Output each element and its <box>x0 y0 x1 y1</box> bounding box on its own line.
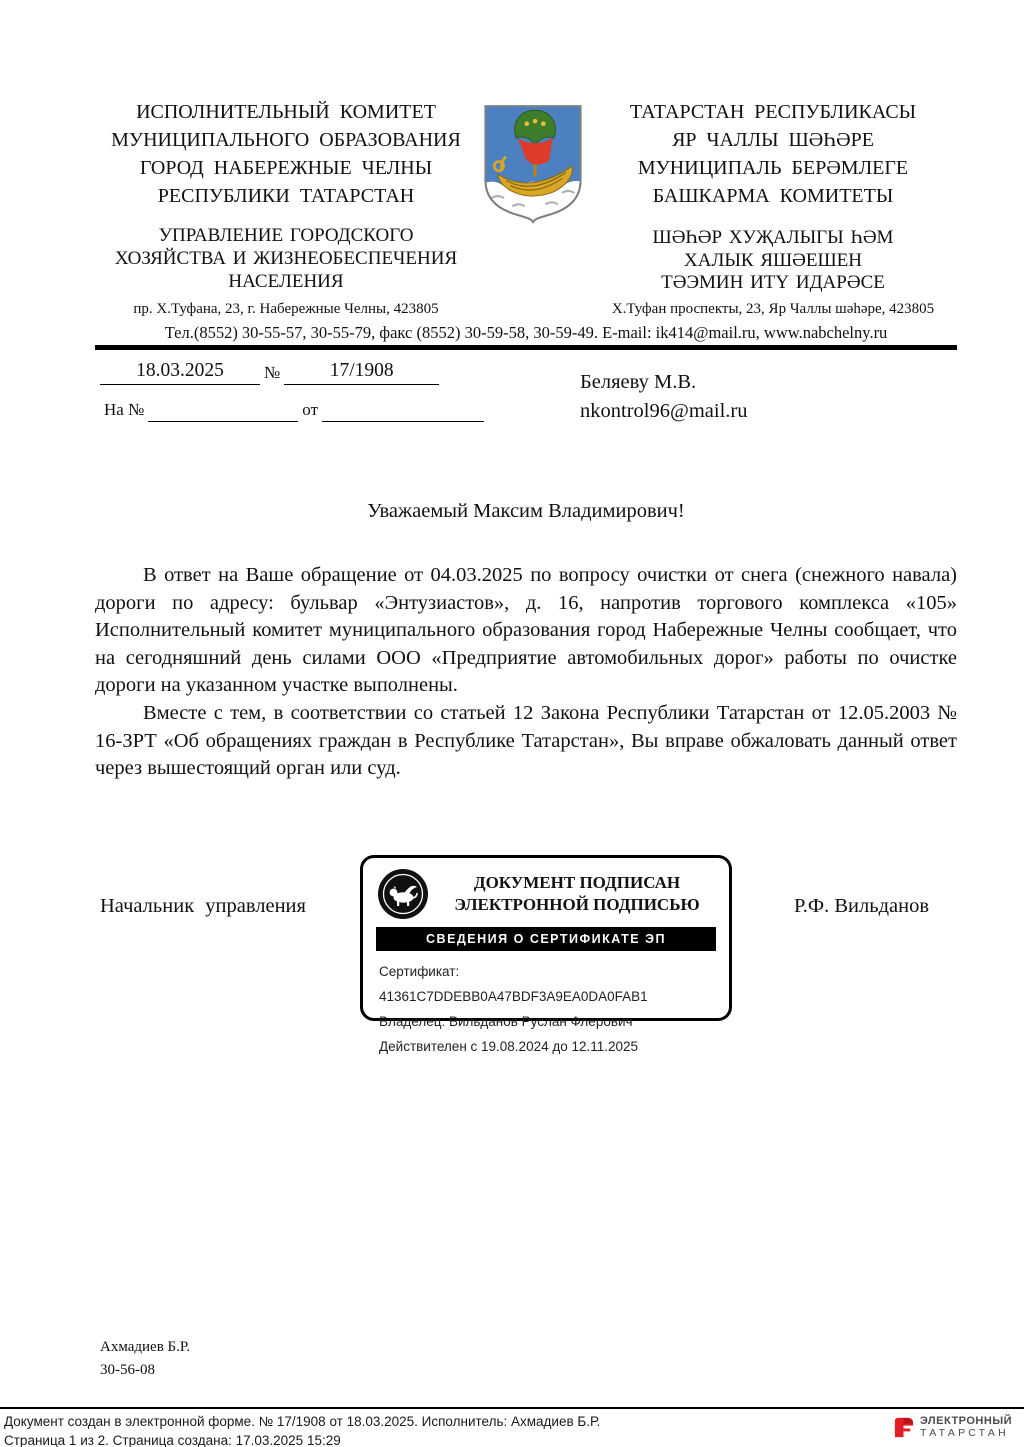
footer-note-line2: Страница 1 из 2. Страница создана: 17.03.2025 15:29 <box>4 1433 341 1447</box>
outgoing-date: 18.03.2025 <box>100 360 260 385</box>
dept-line: УПРАВЛЕНИЕ ГОРОДСКОГО <box>158 225 414 246</box>
footer-logo-line1: ЭЛЕКТРОННЫЙ <box>920 1415 1012 1427</box>
address-tatar: Х.Туфан проспекты, 23, Яр Чаллы шәһәре, 423805 <box>611 300 935 317</box>
electronic-tatarstan-logo <box>892 1415 1012 1439</box>
reference-row-incoming <box>100 400 570 422</box>
body-paragraph: Вместе с тем, в соответствии со статьей 12 Закона Республики Татарстан от 12.05.2003 № 16-ЗРТ «Об обращениях граждан в Республике Татарстан», Вы вправе обжаловать данный ответ через вышестоящий орган или суд. <box>95 701 957 780</box>
org-line: ТАТАРСТАН РЕСПУБЛИКАСЫ <box>629 101 917 123</box>
org-line: МУНИЦИПАЛЬНОГО ОБРАЗОВАНИЯ <box>111 129 461 151</box>
naberezhnye-chelny-crest-icon <box>481 102 585 224</box>
stamp-banner: СВЕДЕНИЯ О СЕРТИФИКАТЕ ЭП <box>376 927 716 951</box>
footer-divider <box>0 1407 1024 1409</box>
digital-signature-stamp <box>360 855 732 1054</box>
org-line: ИСПОЛНИТЕЛЬНЫЙ КОМИТЕТ <box>136 101 436 123</box>
stamp-details <box>363 951 729 1059</box>
incoming-date-blank <box>322 419 484 422</box>
stamp-certificate: Сертификат: 41361C7DDEBB0A47BDF3A9EA0DA0FAB1 <box>379 964 648 1004</box>
address-russian: пр. Х.Туфана, 23, г. Набережные Челны, 423805 <box>133 301 439 317</box>
number-sign-label: № <box>264 363 281 382</box>
footer-note-line1: Документ создан в электронной форме. № 17/1908 от 18.03.2025. Исполнитель: Ахмадиев Б.Р. <box>4 1414 601 1429</box>
dept-line: НАСЕЛЕНИЯ <box>228 271 344 292</box>
stamp-validity: Действителен с 19.08.2024 до 12.11.2025 <box>379 1039 639 1054</box>
executor-phone: 30-56-08 <box>100 1362 155 1378</box>
salutation: Уважаемый Максим Владимирович! <box>367 500 685 522</box>
executor-block <box>100 1336 190 1382</box>
org-line: ЯР ЧАЛЛЫ ШӘҺӘРЕ <box>672 129 874 151</box>
org-name-tatar <box>589 98 957 318</box>
recipient-name: Беляеву М.В. <box>580 371 697 393</box>
letterhead-divider <box>95 345 957 350</box>
stamp-title-line: ДОКУМЕНТ ПОДПИСАН <box>473 873 681 892</box>
signer-position: Начальник управления <box>100 895 306 917</box>
org-line: РЕСПУБЛИКИ ТАТАРСТАН <box>157 185 415 207</box>
executor-name: Ахмадиев Б.Р. <box>100 1339 191 1355</box>
footer-note <box>4 1412 600 1447</box>
reference-block <box>100 360 570 422</box>
department-name-russian <box>95 224 477 293</box>
na-label: На № <box>104 400 145 419</box>
department-name-tatar <box>589 227 957 295</box>
signer-name: Р.Ф. Вильданов <box>793 895 929 917</box>
org-name-russian <box>95 98 477 318</box>
stamp-owner: Владелец: Вильданов Руслан Флерович <box>379 1014 633 1029</box>
stamp-header <box>363 858 729 924</box>
recipient-block <box>580 368 747 426</box>
letter-body <box>95 562 957 783</box>
footer-logo-text <box>920 1415 1012 1439</box>
coat-of-arms <box>477 98 589 318</box>
dept-line: ШӘҺӘР ХУҖАЛЫГЫ ҺӘМ <box>652 227 894 248</box>
dept-line: ТӘЭМИН ИТҮ ИДАРӘСЕ <box>661 272 885 293</box>
footer-logo-line2: ТАТАРСТАН <box>920 1427 1009 1439</box>
outgoing-number: 17/1908 <box>284 360 439 385</box>
contacts-line: Тел.(8552) 30-55-57, 30-55-79, факс (8552) 30-59-58, 30-59-49. E-mail: ik414@mail.ru, www.nabchelny.ru <box>164 323 888 342</box>
body-paragraph: В ответ на Ваше обращение от 04.03.2025 по вопросу очистки от снега (снежного навала) дороги по адресу: бульвар «Энтузиастов», д. 16, напротив торгового комплекса «105» Исполнительный комитет муниципального образования город Набережные Челны сообщает, что на сегодняшний день силами ООО «Предприятие автомобильных дорог» работы по очистке дороги на указанном участке выполнены. <box>95 564 957 697</box>
signature-row <box>95 855 957 1054</box>
stamp-title <box>439 872 715 916</box>
org-line: ГОРОД НАБЕРЕЖНЫЕ ЧЕЛНЫ <box>139 157 433 179</box>
recipient-email: nkontrol96@mail.ru <box>580 400 748 422</box>
electronic-tatarstan-logo-icon <box>892 1416 915 1439</box>
letterhead <box>95 98 957 318</box>
reference-row-outgoing <box>100 360 570 385</box>
dept-line: ХАЛЫК ЯШӘЕШЕН <box>684 249 862 271</box>
stamp-title-line: ЭЛЕКТРОННОЙ ПОДПИСЬЮ <box>454 895 700 914</box>
incoming-number-blank <box>148 419 298 422</box>
org-line: БАШКАРМА КОМИТЕТЫ <box>652 185 894 207</box>
org-line: МУНИЦИПАЛЬ БЕРӘМЛЕГЕ <box>637 157 909 179</box>
ot-label: от <box>302 400 319 419</box>
tatarstan-emblem-icon <box>377 868 429 920</box>
dept-line: ХОЗЯЙСТВА И ЖИЗНЕОБЕСПЕЧЕНИЯ <box>114 248 458 269</box>
